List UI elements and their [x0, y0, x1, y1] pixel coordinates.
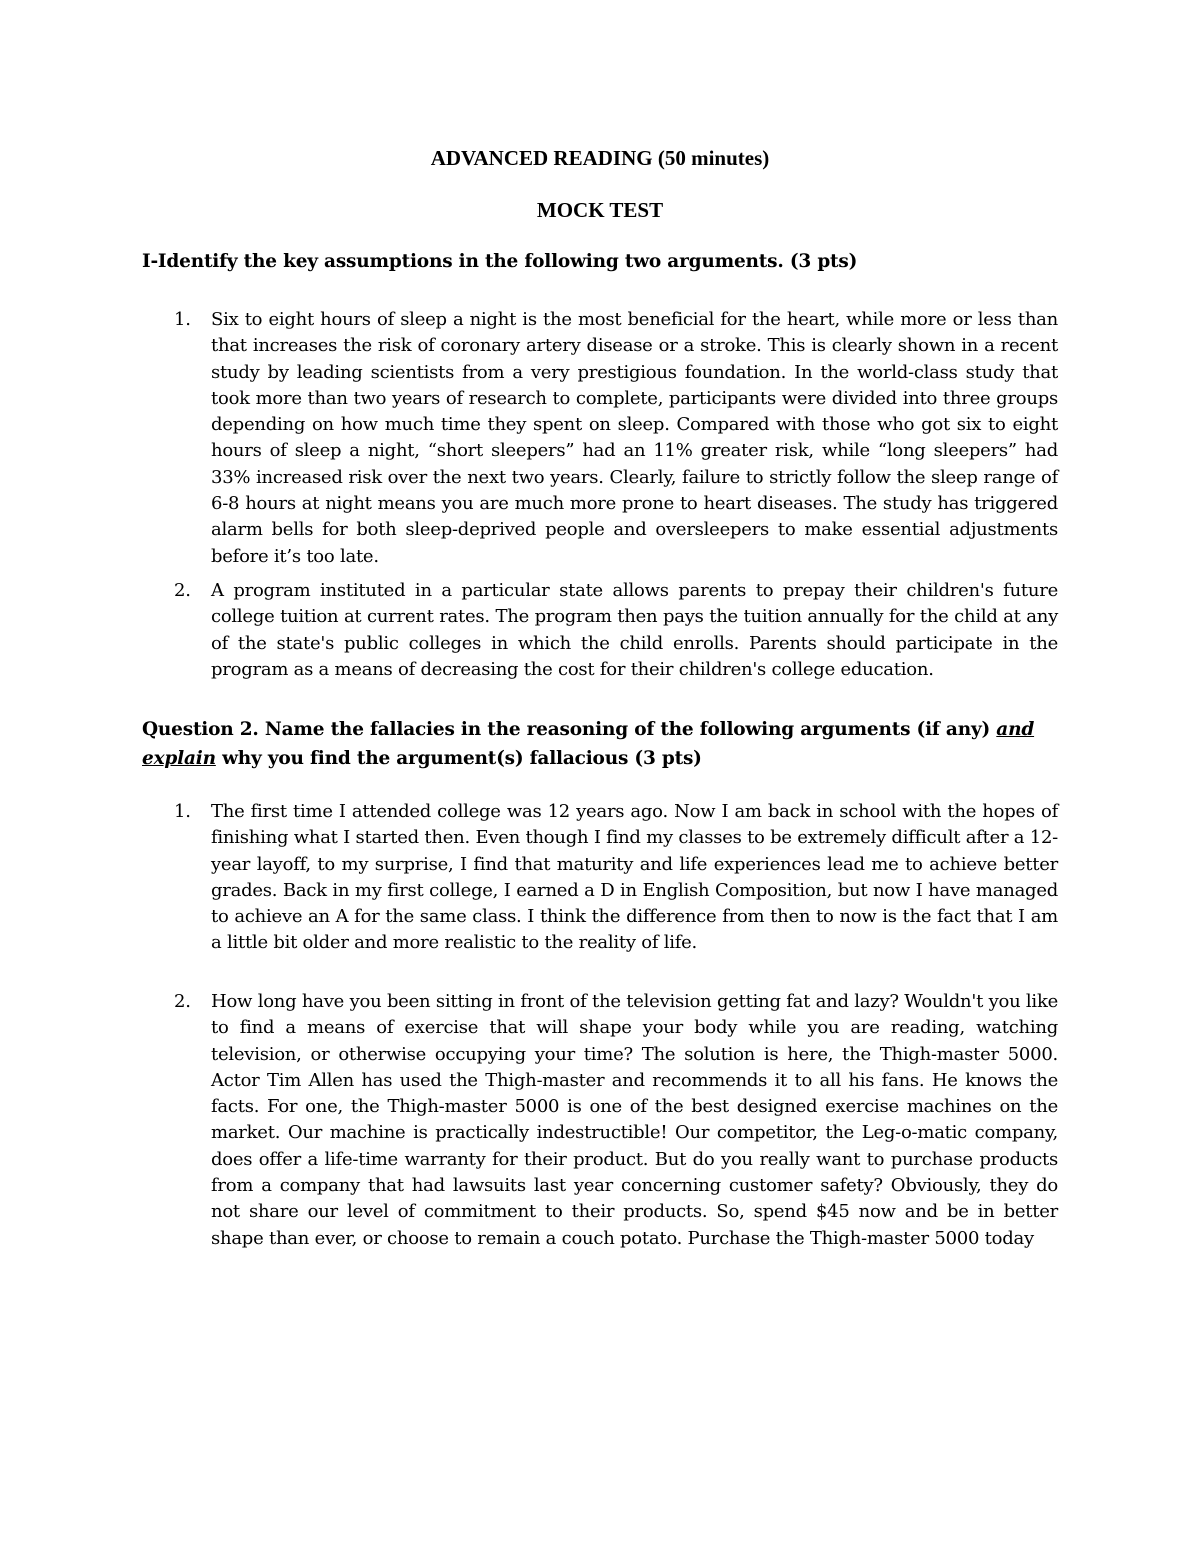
- list-item-number: 2.: [174, 991, 191, 1012]
- section-2-heading-emphasis: and explain: [142, 719, 1035, 769]
- list-item-number: 1.: [174, 801, 191, 822]
- document-title: ADVANCED READING (50 minutes): [430, 146, 770, 170]
- list-item-text: A program instituted in a particular state allows parents to prepay their children's future college tuition at current rates. The program then pays the tuition annually for the child at any of the state's public colleges in which the child enrolls. Parents should participate in the program as a means of decreasing the cost for their children's college education.: [211, 580, 1058, 680]
- document-subtitle: MOCK TEST: [536, 198, 664, 222]
- section-2-heading: [142, 715, 1072, 773]
- section-2-heading-part-1: Question 2. Name the fallacies in the reasoning of the following arguments (if any): [142, 719, 997, 740]
- list-item-text: The first time I attended college was 12 years ago. Now I am back in school with the hopes of finishing what I started then. Even though I find my classes to be extremely difficult after a 12-year layoff, to my surprise, I find that maturity and life experiences lead me to achieve better grades. Back in my first college, I earned a D in English Composition, but now I have managed to achieve an A for the same class. I think the difference from then to now is the fact that I am a little bit older and more realistic to the reality of life.: [211, 801, 1058, 954]
- list-item-text: Six to eight hours of sleep a night is the most beneficial for the heart, while more or less than that increases the risk of coronary artery disease or a stroke. This is clearly shown in a recent study by leading scientists from a very prestigious foundation. In the world-class study that took more than two years of research to complete, participants were divided into three groups depending on how much time they spent on sleep. Compared with those who got six to eight hours of sleep a night, “short sleepers” had an 11% greater risk, while “long sleepers” had 33% increased risk over the next two years. Clearly, failure to strictly follow the sleep range of 6-8 hours at night means you are much more prone to heart diseases. The study has triggered alarm bells for both sleep-deprived people and oversleepers to make essential adjustments before it’s too late.: [211, 309, 1058, 567]
- section-2-heading-part-2: why you find the argument(s) fallacious (3 pts): [215, 748, 702, 769]
- section-1-heading: I-Identify the key assumptions in the following two arguments. (3 pts): [142, 251, 858, 272]
- list-item-number: 1.: [174, 309, 191, 330]
- list-item-number: 2.: [174, 580, 191, 601]
- list-item-text: How long have you been sitting in front of the television getting fat and lazy? Wouldn't you like to find a means of exercise that will shape your body while you are reading, watching television, or otherwise occupying your time? The solution is here, the Thigh-master 5000. Actor Tim Allen has used the Thigh-master and recommends it to all his fans. He knows the facts. For one, the Thigh-master 5000 is one of the best designed exercise machines on the market. Our machine is practically indestructible! Our competitor, the Leg-o-matic company, does offer a life-time warranty for their product. But do you really want to purchase products from a company that had lawsuits last year concerning customer safety? Obviously, they do not share our level of commitment to their products. So, spend $45 now and be in better shape than ever, or choose to remain a couch potato. Purchase the Thigh-master 5000 today: [211, 991, 1058, 1249]
